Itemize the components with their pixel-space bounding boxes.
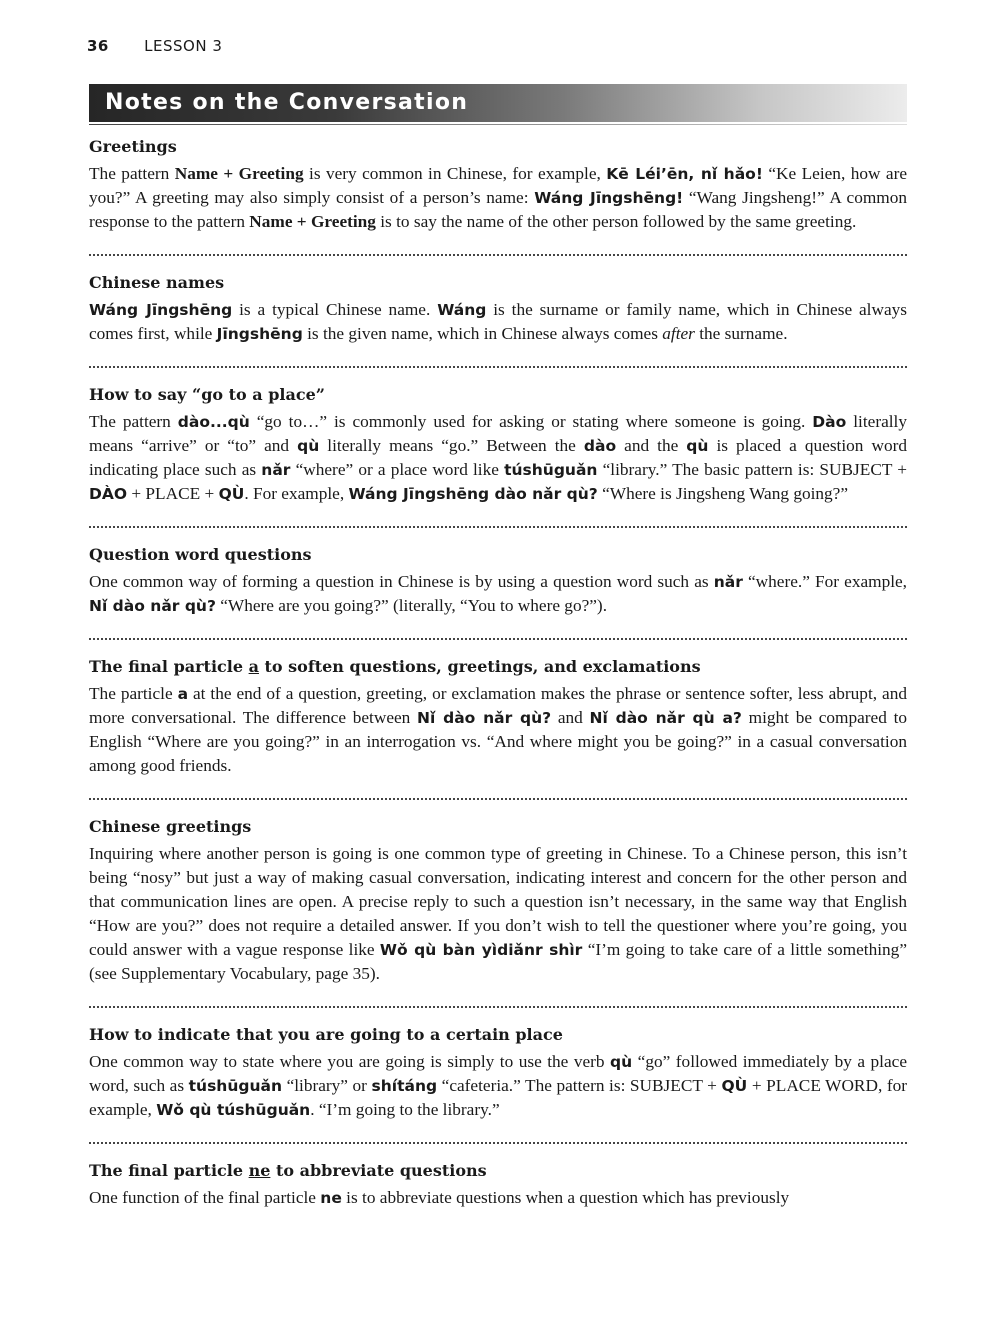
banner-underline bbox=[89, 124, 907, 125]
notes-sections bbox=[89, 132, 907, 1210]
note-section bbox=[89, 652, 907, 778]
pinyin-term: ne bbox=[320, 1189, 342, 1207]
bold-term: Name + Greeting bbox=[174, 164, 304, 183]
pinyin-term: Wǒ qù túshūguǎn bbox=[156, 1101, 311, 1119]
pinyin-term: Kē Léi’ēn, nǐ hǎo! bbox=[606, 165, 763, 183]
pinyin-term: nǎr bbox=[713, 573, 743, 591]
section-paragraph: The particle a at the end of a question, greeting, or exclamation makes the phrase or sentence softer, less abrupt, and more conversational. The difference between Nǐ dào nǎr qù? and Nǐ dào nǎr qù a? might be compared to English “Where are you going?” in an interrogation vs. “And where might you be going?” in a casual conversation among good friends. bbox=[89, 684, 908, 775]
pinyin-term: Wáng Jīngshēng dào nǎr qù? bbox=[348, 485, 598, 503]
note-section bbox=[89, 380, 907, 506]
pinyin-term: QÙ bbox=[218, 485, 245, 503]
dotted-divider bbox=[89, 638, 907, 640]
bold-term: Name + Greeting bbox=[249, 212, 376, 231]
pinyin-term: dào bbox=[583, 437, 617, 455]
note-section bbox=[89, 540, 907, 618]
dotted-divider bbox=[89, 1006, 907, 1008]
dotted-divider bbox=[89, 366, 907, 368]
pinyin-term: Nǐ dào nǎr qù a? bbox=[589, 709, 742, 727]
pinyin-term: DÀO bbox=[89, 485, 128, 503]
pinyin-term: qù bbox=[686, 437, 709, 455]
note-section bbox=[89, 132, 907, 234]
pinyin-term: dào...qù bbox=[177, 413, 250, 431]
section-paragraph: Inquiring where another person is going is one common type of greeting in Chinese. To a Chinese person, this isn’t being “nosy” but just a way of making casual conversation, indicating interest and concern for the other person and that communication lines are open. A precise reply to such a question isn’t necessary, in the same way that English “How are you?” does not require a detailed answer. If you don’t wish to tell the questioner where you’re going, you could answer with a vague response like Wǒ qù bàn yìdiǎnr shìr “I’m going to take care of a little something” (see Supplementary Vocabulary, page 35). bbox=[89, 844, 907, 983]
page-number: 36 bbox=[87, 37, 109, 55]
pinyin-term: Wǒ qù bàn yìdiǎnr shìr bbox=[379, 941, 583, 959]
pinyin-term: a bbox=[177, 685, 189, 703]
pinyin-term: Wáng Jīngshēng bbox=[89, 301, 233, 319]
pinyin-term: Wáng bbox=[437, 301, 487, 319]
pinyin-term: shítáng bbox=[371, 1077, 438, 1095]
section-heading: How to say “go to a place” bbox=[89, 385, 325, 404]
section-heading: Chinese greetings bbox=[89, 817, 252, 836]
section-heading: The final particle a to soften questions, greetings, and exclamations bbox=[89, 657, 701, 676]
pinyin-term: Dào bbox=[812, 413, 847, 431]
note-section bbox=[89, 1020, 907, 1122]
section-heading: How to indicate that you are going to a certain place bbox=[89, 1025, 563, 1044]
pinyin-term: Nǐ dào nǎr qù? bbox=[89, 597, 216, 615]
running-head bbox=[87, 36, 907, 56]
pinyin-term: QÙ bbox=[721, 1077, 748, 1095]
section-heading: Question word questions bbox=[89, 545, 312, 564]
section-paragraph: Wáng Jīngshēng is a typical Chinese name. Wáng is the surname or family name, which in Chinese always comes first, while Jīngshēng is the given name, which in Chinese always comes after the surname. bbox=[89, 300, 907, 343]
dotted-divider bbox=[89, 526, 907, 528]
pinyin-term: qù bbox=[297, 437, 320, 455]
section-heading: The final particle ne to abbreviate questions bbox=[89, 1161, 487, 1180]
note-section bbox=[89, 1156, 907, 1210]
underlined-term: a bbox=[248, 657, 259, 676]
note-section bbox=[89, 268, 907, 346]
section-heading: Chinese names bbox=[89, 273, 225, 292]
pinyin-term: Wáng Jīngshēng! bbox=[534, 189, 684, 207]
section-paragraph: The pattern dào...qù “go to…” is commonly used for asking or stating where someone is going. Dào literally means “arrive” or “to” and qù literally means “go.” Between the dào and the qù is placed a question word indicating place such as nǎr “where” or a place word like túshūguǎn “library.” The basic pattern is: SUBJECT + DÀO + PLACE + QÙ. For example, Wáng Jīngshēng dào nǎr qù? “Where is Jingsheng Wang going?” bbox=[89, 412, 907, 503]
section-paragraph: One function of the final particle ne is to abbreviate questions when a question which has previously bbox=[89, 1188, 790, 1207]
pinyin-term: túshūguǎn bbox=[188, 1077, 282, 1095]
note-section bbox=[89, 812, 907, 986]
pinyin-term: qù bbox=[610, 1053, 633, 1071]
banner-title: Notes on the Conversation bbox=[105, 90, 469, 115]
italic-term: after bbox=[662, 324, 695, 343]
pinyin-term: Jīngshēng bbox=[216, 325, 303, 343]
page bbox=[89, 36, 907, 1210]
lesson-label: LESSON 3 bbox=[144, 37, 223, 55]
underlined-term: ne bbox=[248, 1161, 271, 1180]
section-heading: Greetings bbox=[89, 137, 177, 156]
section-paragraph: One common way to state where you are going is simply to use the verb qù “go” followed immediately by a place word, such as túshūguǎn “library” or shítáng “cafeteria.” The pattern is: SUBJECT + QÙ + PLACE WORD, for example, Wǒ qù túshūguǎn. “I’m going to the library.” bbox=[89, 1052, 907, 1119]
section-paragraph: The pattern Name + Greeting is very common in Chinese, for example, Kē Léi’ēn, nǐ hǎo! “Ke Leien, how are you?” A greeting may also simply consist of a person’s name: Wáng Jīngshēng! “Wang Jingsheng!” A common response to the pattern Name + Greeting is to say the name of the other person followed by the same greeting. bbox=[89, 164, 907, 231]
pinyin-term: nǎr bbox=[261, 461, 291, 479]
section-banner bbox=[89, 84, 907, 122]
dotted-divider bbox=[89, 798, 907, 800]
pinyin-term: Nǐ dào nǎr qù? bbox=[417, 709, 552, 727]
pinyin-term: túshūguǎn bbox=[504, 461, 598, 479]
dotted-divider bbox=[89, 254, 907, 256]
dotted-divider bbox=[89, 1142, 907, 1144]
section-paragraph: One common way of forming a question in Chinese is by using a question word such as nǎr “where.” For example, Nǐ dào nǎr qù? “Where are you going?” (literally, “You to where go?”). bbox=[89, 572, 907, 615]
